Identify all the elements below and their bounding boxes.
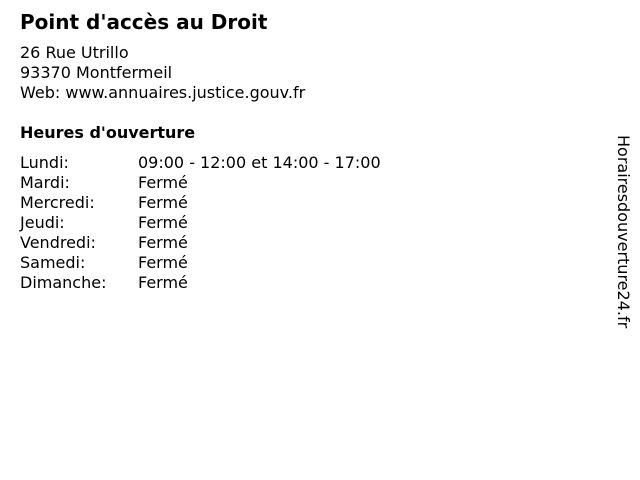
hours-row-mercredi	[20, 193, 381, 213]
day-label: Vendredi:	[20, 233, 96, 252]
street-address: 26 Rue Utrillo	[20, 43, 129, 62]
day-label: Dimanche:	[20, 273, 107, 292]
day-label: Lundi:	[20, 153, 69, 172]
day-hours: Fermé	[138, 213, 188, 232]
day-label: Mardi:	[20, 173, 70, 192]
address-block	[20, 43, 305, 103]
day-hours: Fermé	[138, 273, 188, 292]
hours-row-dimanche	[20, 273, 381, 293]
hours-row-jeudi	[20, 213, 381, 233]
hours-row-lundi	[20, 153, 381, 173]
city-postal: 93370 Montfermeil	[20, 63, 173, 82]
hours-row-mardi	[20, 173, 381, 193]
place-title: Point d'accès au Droit	[20, 10, 268, 34]
hours-row-vendredi	[20, 233, 381, 253]
brand-watermark: Horairesdouverture24.fr	[614, 135, 633, 329]
day-hours: Fermé	[138, 173, 188, 192]
day-label: Samedi:	[20, 253, 86, 272]
day-hours: Fermé	[138, 233, 188, 252]
day-hours: Fermé	[138, 253, 188, 272]
day-hours: Fermé	[138, 193, 188, 212]
website-link[interactable]: Web: www.annuaires.justice.gouv.fr	[20, 83, 306, 102]
hours-table	[20, 153, 381, 293]
day-label: Jeudi:	[20, 213, 65, 232]
hours-row-samedi	[20, 253, 381, 273]
day-hours: 09:00 - 12:00 et 14:00 - 17:00	[138, 153, 381, 172]
day-label: Mercredi:	[20, 193, 95, 212]
hours-heading: Heures d'ouverture	[20, 123, 196, 142]
